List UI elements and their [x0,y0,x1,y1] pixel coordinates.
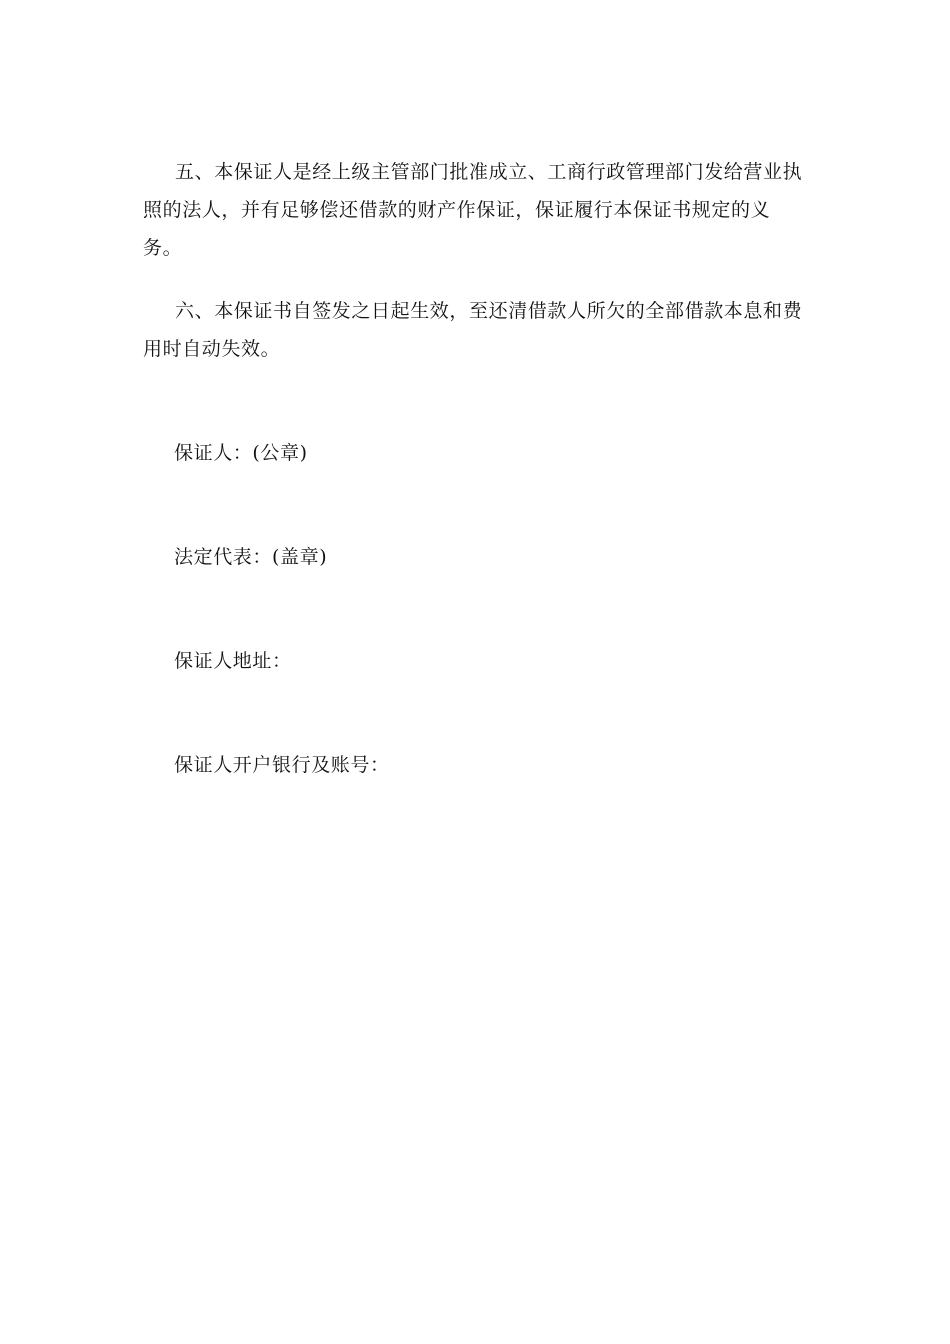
guarantor-seal-line: 保证人：(公章) [174,442,308,464]
guarantor-bank-account-line: 保证人开户银行及账号： [174,754,390,776]
guarantor-address-line: 保证人地址： [174,650,292,672]
clause-five-paragraph: 五、本保证人是经上级主管部门批准成立、工商行政管理部门发给营业执照的法人，并有足够偿还借款的财产作保证，保证履行本保证书规定的义务。 [143,161,803,259]
legal-representative-seal-line: 法定代表：(盖章) [174,546,328,568]
clause-six-paragraph: 六、本保证书自签发之日起生效，至还清借款人所欠的全部借款本息和费用时自动失效。 [143,300,803,360]
